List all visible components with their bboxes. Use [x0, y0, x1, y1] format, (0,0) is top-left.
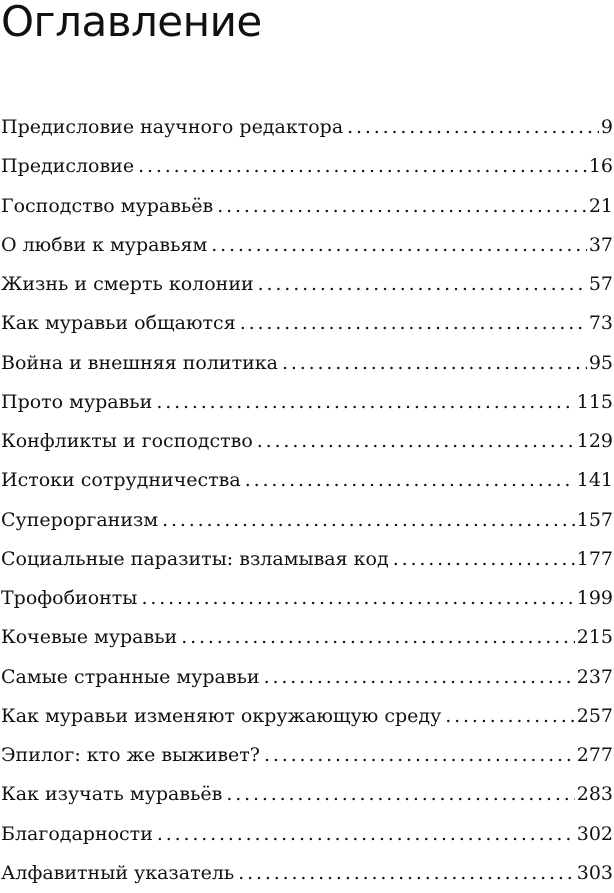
toc-entry-title: Кочевые муравьи [1, 626, 178, 649]
toc-entry-title: Алфавитный указатель [1, 861, 235, 884]
toc-entry-title: Как муравьи изменяют окружающую среду [1, 704, 442, 727]
toc-dot-leader [257, 422, 575, 461]
toc-entry-title: Предисловие научного редактора [1, 116, 344, 138]
toc-entry-page: 141 [576, 469, 613, 492]
toc-entry-page: 37 [588, 233, 613, 256]
toc-entry-title: Как муравьи общаются [1, 312, 236, 335]
toc-entry-title: Прото муравьи [1, 390, 153, 413]
toc-dot-leader [226, 775, 574, 814]
toc-entry-page: 199 [576, 587, 613, 609]
toc-entry-page: 57 [588, 273, 613, 295]
toc-entry[interactable] [0, 501, 614, 540]
toc-dot-leader [141, 579, 574, 618]
toc-dot-leader [217, 187, 587, 226]
toc-entry[interactable] [0, 187, 614, 226]
toc-entry[interactable] [0, 579, 614, 618]
toc-entry-title: Благодарности [1, 822, 153, 845]
toc-dot-leader [264, 658, 575, 697]
toc-entry-page: 177 [576, 547, 613, 570]
toc-entry[interactable] [0, 540, 614, 579]
table-of-contents [0, 108, 614, 893]
toc-entry-page: 73 [588, 312, 613, 335]
toc-entry-page: 129 [576, 430, 613, 452]
toc-entry[interactable] [0, 461, 614, 500]
toc-entry-page: 95 [588, 351, 613, 374]
toc-entry-page: 283 [576, 783, 613, 806]
toc-entry-page: 21 [588, 194, 613, 217]
toc-entry[interactable] [0, 265, 614, 304]
toc-dot-leader [347, 108, 599, 147]
toc-entry[interactable] [0, 422, 614, 461]
toc-dot-leader [138, 147, 587, 186]
toc-entry[interactable] [0, 226, 614, 265]
toc-dot-leader [393, 540, 575, 579]
toc-entry-title: Господство муравьёв [1, 194, 214, 217]
toc-entry-title: Суперорганизм [1, 508, 159, 531]
toc-entry-title: Как изучать муравьёв [1, 783, 223, 806]
toc-entry-page: 277 [576, 744, 613, 766]
toc-dot-leader [211, 226, 587, 265]
toc-entry-title: Самые странные муравьи [1, 665, 260, 688]
toc-entry[interactable] [0, 108, 614, 147]
toc-entry-title: О любви к муравьям [1, 233, 208, 256]
toc-entry-title: Предисловие [1, 155, 135, 178]
toc-dot-leader [258, 265, 587, 304]
toc-dot-leader [264, 736, 575, 775]
toc-entry[interactable] [0, 854, 614, 893]
toc-dot-leader [162, 501, 575, 540]
toc-entry-page: 215 [576, 626, 613, 649]
toc-entry-page: 302 [576, 822, 613, 845]
toc-entry[interactable] [0, 697, 614, 736]
toc-entry-page: 9 [600, 116, 613, 138]
toc-entry-page: 303 [576, 861, 613, 884]
toc-entry-page: 16 [588, 155, 613, 178]
toc-entry-title: Истоки сотрудничества [1, 469, 241, 492]
page-title: Оглавление [1, 0, 262, 46]
toc-dot-leader [181, 618, 575, 657]
toc-entry-title: Война и внешняя политика [1, 351, 278, 374]
toc-entry-title: Конфликты и господство [1, 430, 253, 452]
toc-entry[interactable] [0, 658, 614, 697]
toc-dot-leader [238, 854, 574, 893]
toc-entry[interactable] [0, 775, 614, 814]
toc-entry-page: 157 [576, 508, 613, 531]
toc-dot-leader [282, 344, 587, 383]
toc-entry[interactable] [0, 618, 614, 657]
toc-entry-title: Трофобионты [1, 587, 138, 609]
toc-entry[interactable] [0, 736, 614, 775]
toc-entry[interactable] [0, 147, 614, 186]
toc-entry[interactable] [0, 815, 614, 854]
toc-entry-page: 257 [576, 704, 613, 727]
toc-entry-title: Жизнь и смерть колонии [1, 273, 254, 295]
toc-dot-leader [156, 383, 574, 422]
toc-dot-leader [240, 304, 587, 343]
toc-entry[interactable] [0, 304, 614, 343]
toc-entry-page: 237 [576, 665, 613, 688]
toc-entry-page: 115 [576, 390, 613, 413]
toc-entry[interactable] [0, 383, 614, 422]
toc-dot-leader [445, 697, 574, 736]
toc-entry[interactable] [0, 344, 614, 383]
toc-dot-leader [245, 461, 575, 500]
toc-dot-leader [157, 815, 575, 854]
toc-entry-title: Эпилог: кто же выживет? [1, 744, 260, 766]
toc-entry-title: Социальные паразиты: взламывая код [1, 547, 389, 570]
